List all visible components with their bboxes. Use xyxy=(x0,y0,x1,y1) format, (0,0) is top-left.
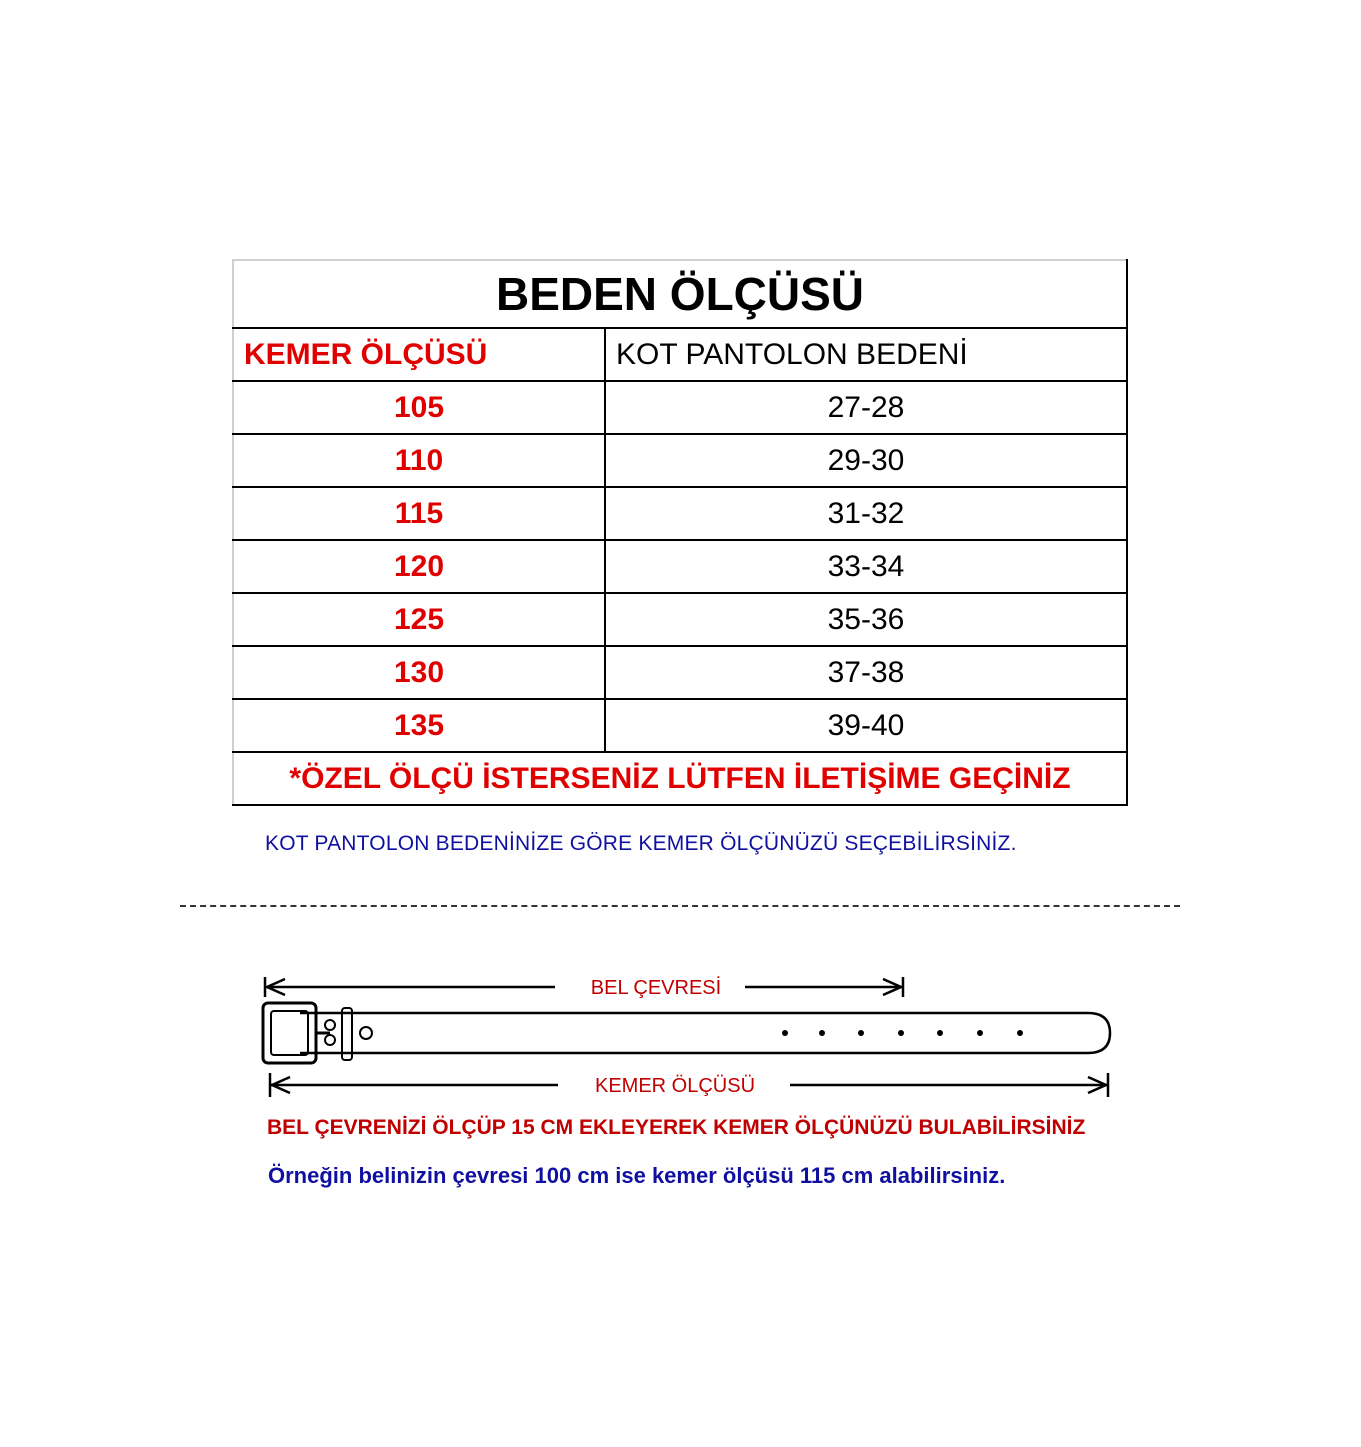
waist-label: BEL ÇEVRESİ xyxy=(590,977,722,999)
belt-holes xyxy=(782,1030,1023,1036)
belt-size-cell: 135 xyxy=(233,699,605,752)
belt-size-cell: 110 xyxy=(233,434,605,487)
jeans-size-cell: 39-40 xyxy=(605,699,1127,752)
table-row xyxy=(233,434,1127,487)
belt-measurement-diagram xyxy=(0,960,1361,1110)
table-row xyxy=(233,699,1127,752)
belt-size-cell: 115 xyxy=(233,487,605,540)
table-title: BEDEN ÖLÇÜSÜ xyxy=(233,260,1127,328)
dashed-divider xyxy=(180,905,1180,907)
belt-length-label: KEMER ÖLÇÜSÜ xyxy=(594,1075,756,1097)
table-title-row xyxy=(233,260,1127,328)
table-row xyxy=(233,540,1127,593)
jeans-size-cell: 27-28 xyxy=(605,381,1127,434)
table-row xyxy=(233,593,1127,646)
table-footer-row xyxy=(233,752,1127,805)
belt-size-cell: 125 xyxy=(233,593,605,646)
jeans-size-cell: 29-30 xyxy=(605,434,1127,487)
size-chart-table xyxy=(232,259,1128,806)
header-belt-size: KEMER ÖLÇÜSÜ xyxy=(233,328,605,381)
jeans-size-cell: 31-32 xyxy=(605,487,1127,540)
header-jeans-size: KOT PANTOLON BEDENİ xyxy=(605,328,1127,381)
custom-size-notice: *ÖZEL ÖLÇÜ İSTERSENİZ LÜTFEN İLETİŞİME GEÇİNİZ xyxy=(233,752,1127,805)
measure-instruction: BEL ÇEVRENİZİ ÖLÇÜP 15 CM EKLEYEREK KEMER ÖLÇÜNÜZÜ BULABİLİRSİNİZ xyxy=(267,1116,1086,1139)
jeans-size-note: KOT PANTOLON BEDENİNİZE GÖRE KEMER ÖLÇÜNÜZÜ SEÇEBİLİRSİNİZ. xyxy=(265,832,1017,855)
belt-size-cell: 130 xyxy=(233,646,605,699)
table-row xyxy=(233,381,1127,434)
jeans-size-cell: 37-38 xyxy=(605,646,1127,699)
table-header-row xyxy=(233,328,1127,381)
belt-size-cell: 120 xyxy=(233,540,605,593)
waist-arrow xyxy=(265,977,903,997)
belt-size-cell: 105 xyxy=(233,381,605,434)
measure-example: Örneğin belinizin çevresi 100 cm ise kemer ölçüsü 115 cm alabilirsiniz. xyxy=(268,1163,1006,1188)
table-row xyxy=(233,646,1127,699)
jeans-size-cell: 35-36 xyxy=(605,593,1127,646)
jeans-size-cell: 33-34 xyxy=(605,540,1127,593)
table-row xyxy=(233,487,1127,540)
